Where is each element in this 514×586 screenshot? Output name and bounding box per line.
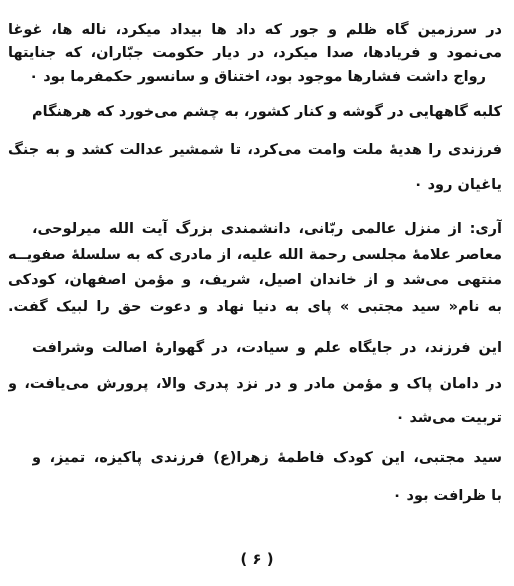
text-line: سید مجتبی، این کودک فاطمهٔ زهرا(ع) فرزندی پاکیزه، تمیز، و bbox=[32, 450, 502, 466]
text-line: می‌نمود و فریادها، صدا میکرد، در دیار حکومت جبّاران، که جنایتها bbox=[8, 45, 502, 61]
text-line: آری: از منزل عالمی ربّانی، دانشمندی بزرگ آیت الله میرلوحی، bbox=[32, 221, 502, 237]
text-line: با ظرافت بود ۰ bbox=[392, 488, 502, 504]
text-line: معاصر علامهٔ مجلسی رحمة الله علیه، از مادری که به سلسلهٔ صفویــه bbox=[8, 247, 502, 263]
text-line: این فرزند، در جایگاه علم و سیادت، در گهوارهٔ اصالت وشرافت bbox=[32, 340, 502, 356]
text-line: منتهی می‌شد و از خاندان اصیل، شریف، و مؤمن اصفهان، کودکی bbox=[8, 272, 502, 288]
text-line: رواج داشت فشارها موجود بود، اختناق و سانسور حکمفرما بود ۰ bbox=[29, 69, 486, 85]
text-line: فرزندی را هدیهٔ ملت وامت می‌کرد، تا شمشیر عدالت کشد و به جنگ bbox=[8, 142, 502, 158]
text-line: در دامان پاک و مؤمن مادر و در نزد پدری والا، پرورش می‌یافت، و bbox=[8, 376, 502, 392]
text-line: کلبه گاههایی در گوشه و کنار کشور، به چشم می‌خورد که هرهنگام bbox=[32, 104, 502, 120]
text-line: یاغیان رود ۰ bbox=[413, 177, 502, 193]
page-number: ( ۶ ) bbox=[240, 550, 274, 568]
text-line: تربیت می‌شد ۰ bbox=[395, 410, 502, 426]
text-line: به نام« سید مجتبی » پای به دنیا نهاد و دعوت حق را لبیک گفت. bbox=[8, 299, 502, 315]
text-line: در سرزمین گاه ظلم و جور که داد ها بیداد میکرد، ناله ها، غوغا bbox=[8, 22, 502, 38]
